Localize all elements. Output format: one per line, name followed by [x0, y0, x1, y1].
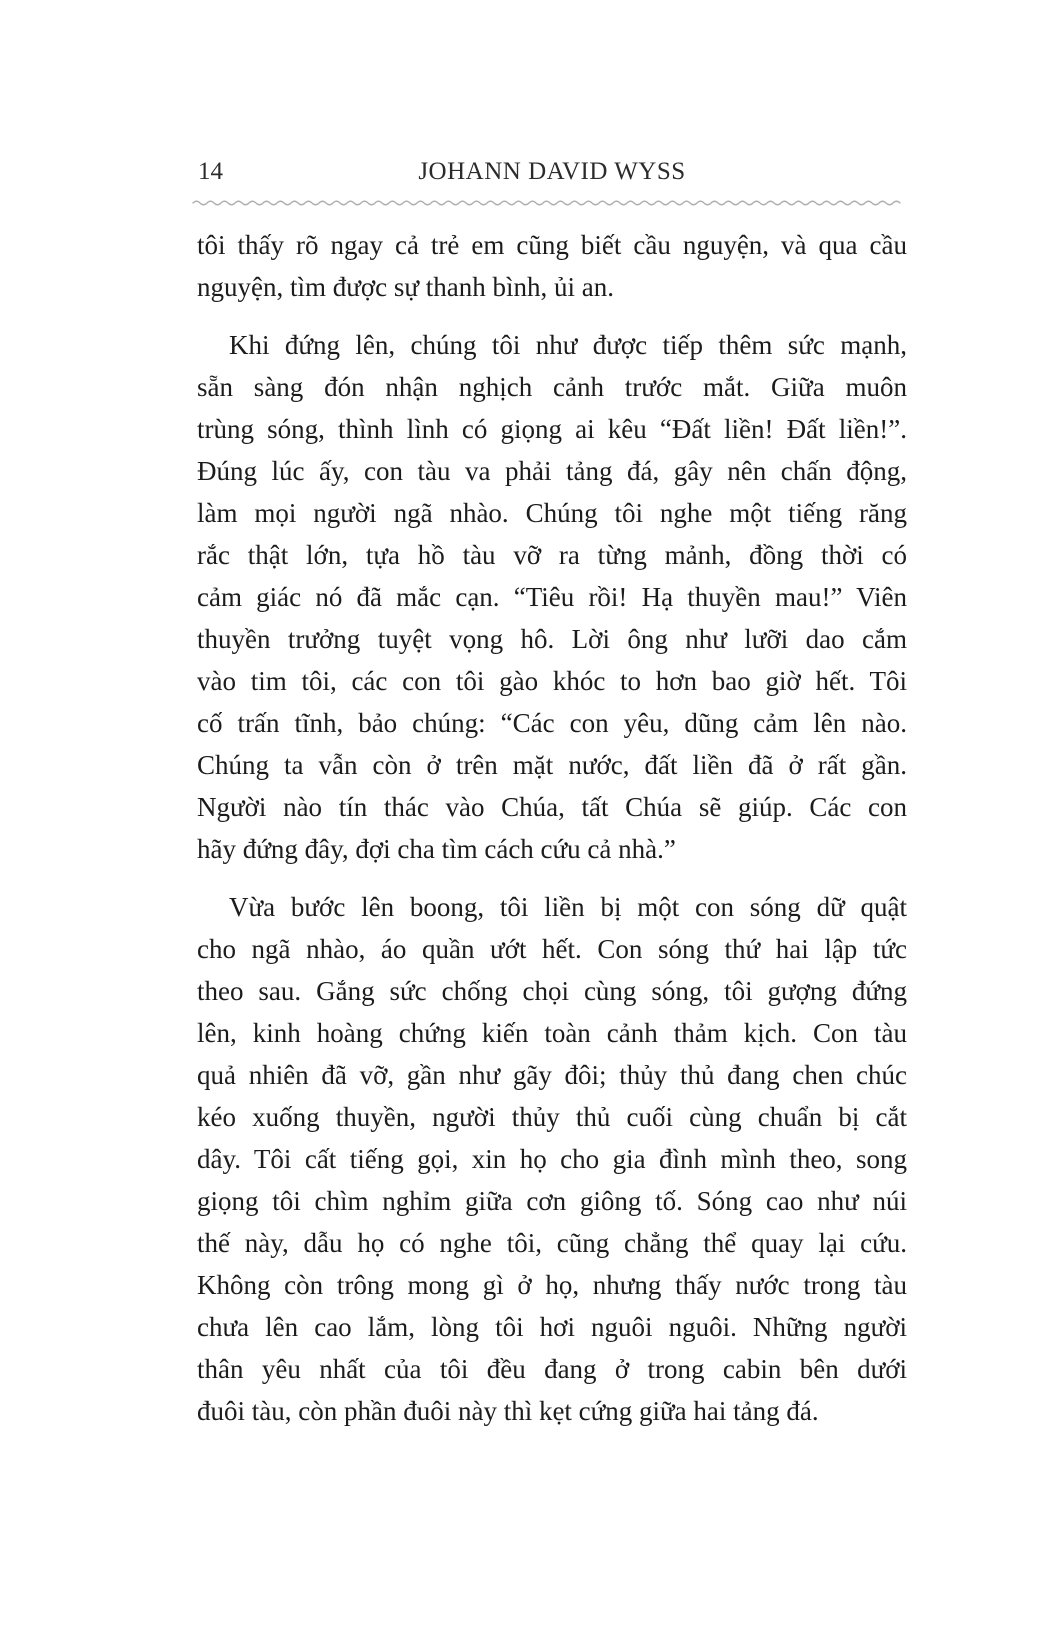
text-line: cảm giác nó đã mắc cạn. “Tiêu rồi! Hạ thuyền mau!” Viên — [197, 582, 907, 612]
text-line: thuyền trưởng tuyệt vọng hô. Lời ông như lưỡi dao cắm — [197, 624, 907, 654]
text-line: Khi đứng lên, chúng tôi như được tiếp thêm sức mạnh, — [229, 330, 907, 360]
text-line: kéo xuống thuyền, người thủy thủ cuối cùng chuẩn bị cắt — [197, 1102, 907, 1132]
text-line: Người nào tín thác vào Chúa, tất Chúa sẽ giúp. Các con — [197, 792, 907, 822]
text-line: thân yêu nhất của tôi đều đang ở trong cabin bên dưới — [197, 1354, 907, 1384]
text-line: thế này, dẫu họ có nghe tôi, cũng chẳng thể quay lại cứu. — [197, 1228, 907, 1258]
text-line: Chúng ta vẫn còn ở trên mặt nước, đất liền đã ở rất gần. — [197, 750, 907, 780]
text-line: quả nhiên đã vỡ, gần như gãy đôi; thủy thủ đang chen chúc — [197, 1060, 907, 1090]
text-line: rắc thật lớn, tựa hồ tàu vỡ ra từng mảnh, đồng thời có — [197, 540, 907, 570]
text-line: cho ngã nhào, áo quần ướt hết. Con sóng thứ hai lập tức — [197, 934, 907, 964]
paragraph — [197, 224, 907, 308]
text-line: vào tim tôi, các con tôi gào khóc to hơn bao giờ hết. Tôi — [197, 666, 907, 696]
wavy-divider — [192, 197, 905, 207]
text-line: cố trấn tĩnh, bảo chúng: “Các con yêu, dũng cảm lên nào. — [197, 708, 907, 738]
text-line: làm mọi người ngã nhào. Chúng tôi nghe một tiếng răng — [197, 498, 907, 528]
text-line: hãy đứng đây, đợi cha tìm cách cứu cả nhà.” — [197, 834, 676, 864]
text-line: dây. Tôi cất tiếng gọi, xin họ cho gia đình mình theo, song — [197, 1144, 907, 1174]
text-line: Không còn trông mong gì ở họ, nhưng thấy nước trong tàu — [197, 1270, 907, 1300]
paragraph — [197, 886, 907, 1432]
text-line: đuôi tàu, còn phần đuôi này thì kẹt cứng giữa hai tảng đá. — [197, 1396, 819, 1426]
body-text — [197, 224, 907, 1432]
running-title: JOHANN DAVID WYSS — [418, 158, 686, 185]
text-line: Vừa bước lên boong, tôi liền bị một con sóng dữ quật — [229, 892, 907, 922]
text-line: nguyện, tìm được sự thanh bình, ủi an. — [197, 272, 614, 302]
text-line: tôi thấy rõ ngay cả trẻ em cũng biết cầu nguyện, và qua cầu — [197, 230, 907, 260]
text-line: lên, kinh hoàng chứng kiến toàn cảnh thảm kịch. Con tàu — [197, 1018, 907, 1048]
paragraph — [197, 324, 907, 870]
text-line: trùng sóng, thình lình có giọng ai kêu “Đất liền! Đất liền!”. — [197, 414, 907, 444]
text-line: Đúng lúc ấy, con tàu va phải tảng đá, gây nên chấn động, — [197, 456, 907, 486]
page-header — [197, 158, 907, 188]
text-line: sẵn sàng đón nhận nghịch cảnh trước mắt. Giữa muôn — [197, 372, 907, 402]
divider-wave-path — [193, 201, 900, 205]
text-line: theo sau. Gắng sức chống chọi cùng sóng, tôi gượng đứng — [197, 976, 907, 1006]
text-line: chưa lên cao lắm, lòng tôi hơi nguôi nguôi. Những người — [197, 1312, 907, 1342]
page-number: 14 — [198, 158, 223, 185]
text-line: giọng tôi chìm nghỉm giữa cơn giông tố. Sóng cao như núi — [197, 1186, 907, 1216]
